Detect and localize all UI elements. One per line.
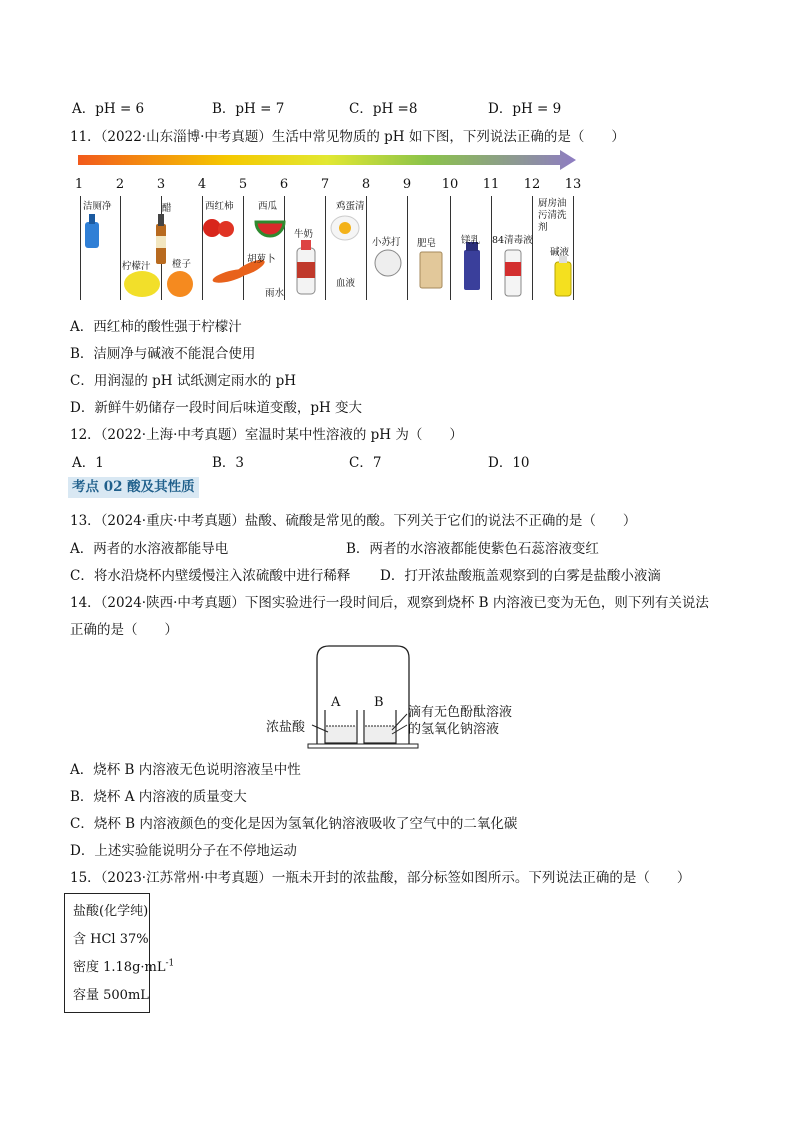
q10-option-d: D．pH = 9 [488,101,562,117]
q13-option-b: B．两者的水溶液都能使紫色石蕊溶液变红 [346,541,599,557]
ph-tick: 1 [74,177,84,192]
phenolphthalein-label-line1: 滴有无色酚酞溶液 [408,705,513,720]
item-vinegar-label: 醋 [162,203,172,214]
hcl-bottle-label [64,893,175,1013]
ph-tick: 11 [482,177,500,192]
q13-option-a: A．两者的水溶液都能导电 [70,541,229,557]
item-disinfectant-label: 84清毒液 [492,235,533,246]
q15-stem: 15．（2023·江苏常州·中考真题）一瓶未开封的浓盐酸，部分标签如图所示。下列说法正确的是（ ） [70,870,691,886]
item-milk-label: 牛奶 [294,229,314,240]
beaker-b-label: B [374,695,384,710]
label-line-name: 盐酸(化学纯) [73,904,149,919]
item-baking-soda-label: 小苏打 [372,237,401,248]
ph-tick: 3 [156,177,166,192]
item-tomato-label: 西红柿 [205,201,234,212]
density-exponent: -1 [165,958,175,969]
ph-items-illustration [80,196,586,300]
ph-tick: 6 [279,177,289,192]
ph-tick: 4 [197,177,207,192]
ph-tick: 8 [361,177,371,192]
item-cleaner-label: 洁厕净 [83,201,112,212]
ph-tick: 9 [402,177,412,192]
q14-option-b: B．烧杯 A 内溶液的质量变大 [70,789,247,805]
q11-option-c: C．用润湿的 pH 试纸测定雨水的 pH [70,373,297,389]
q12-option-c: C．7 [349,455,382,471]
item-kitchen-cleaner-label: 厨房油 污清洗 剂 [538,198,567,233]
q12-option-a: A．1 [72,455,104,471]
label-line-volume: 容量 500mL [73,988,149,1003]
q13-option-d: D．打开浓盐酸瓶盖观察到的白雾是盐酸小液滴 [380,568,661,584]
q14-option-d: D．上述实验能说明分子在不停地运动 [70,843,297,859]
ph-tick: 12 [523,177,541,192]
item-orange-label: 橙子 [172,259,192,270]
ph-tick: 13 [564,177,582,192]
ph-gradient-arrow [78,150,576,170]
ph-tick: 5 [238,177,248,192]
beaker-a-label: A [331,695,341,710]
label-line-density [73,956,174,975]
ph-tick: 2 [115,177,125,192]
q14-option-a: A．烧杯 B 内溶液无色说明溶液呈中性 [70,762,301,778]
density-value: 密度 1.18g·mL [73,960,166,975]
item-rain-label: 雨水 [265,288,285,299]
q13-stem: 13．（2024·重庆·中考真题）盐酸、硫酸是常见的酸。下列关于它们的说法不正确的是（ ） [70,513,637,529]
beaker-experiment-figure [264,644,534,750]
q14-option-c: C．烧杯 B 内溶液颜色的变化是因为氢氧化钠溶液吸收了空气中的二氧化碳 [70,816,518,832]
item-alkali-label: 碱液 [550,247,570,258]
label-line-content: 含 HCl 37% [73,932,149,947]
ph-tick: 7 [320,177,330,192]
q13-option-c: C．将水沿烧杯内壁缓慢注入浓硫酸中进行稀释 [70,568,351,584]
q12-option-b: B．3 [212,455,245,471]
phenolphthalein-label-line2: 的氢氧化钠溶液 [408,722,500,737]
conc-hcl-label: 浓盐酸 [266,720,306,735]
item-egg-white-label: 鸡蛋清 [336,201,365,212]
q14-stem-line1: 14．（2024·陕西·中考真题）下图实验进行一段时间后，观察到烧杯 B 内溶液已变为无色，则下列有关说法 [70,595,709,611]
item-magnesia-label: 镁乳 [461,235,481,246]
q14-stem-line2: 正确的是（ ） [70,622,178,638]
item-lemon-label: 柠檬汁 [122,261,151,272]
item-blood-label: 血液 [336,278,356,289]
q12-option-d: D．10 [488,455,530,471]
q10-option-b: B．pH = 7 [212,101,285,117]
item-carrot-label: 胡萝卜 [247,254,276,265]
item-watermelon-label: 西瓜 [258,201,278,212]
q11-stem: 11．（2022·山东淄博·中考真题）生活中常见物质的 pH 如下图，下列说法正确的是（ ） [70,129,625,145]
q10-option-c: C．pH =8 [349,101,418,117]
section-heading: 考点 02 酸及其性质 [68,477,199,498]
q11-option-a: A．西红柿的酸性强于柠檬汁 [70,319,242,335]
q10-option-a: A．pH = 6 [72,101,145,117]
item-soap-label: 肥皂 [417,238,437,249]
ph-tick: 10 [441,177,459,192]
q11-option-b: B．洁厕净与碱液不能混合使用 [70,346,256,362]
q11-option-d: D．新鲜牛奶储存一段时间后味道变酸，pH 变大 [70,400,363,416]
q12-stem: 12．（2022·上海·中考真题）室温时某中性溶液的 pH 为（ ） [70,427,463,443]
